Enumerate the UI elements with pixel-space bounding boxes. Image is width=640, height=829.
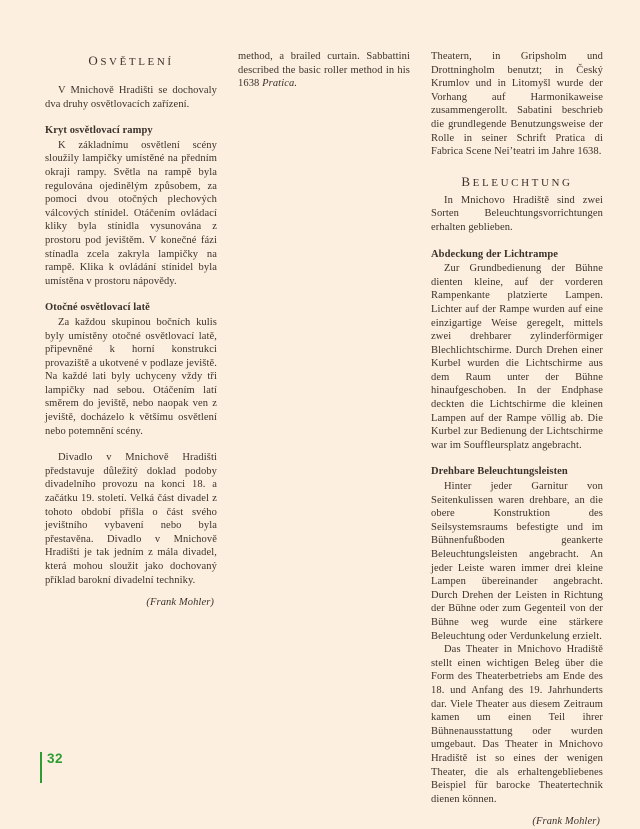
- subheading-otocne-late: Otočné osvětlovací latě: [45, 302, 150, 314]
- paragraph-german-theater: Das Theater in Mnichovo Hradiště stellt einen wichtigen Beleg über die Form des Theaterbetriebs am Ende des 18. und Anfang des 19. Jahrhunderts dar. Viele Theater aus diesem Zeitraum kamen um einen Teil ihrer Bühnenausstattung oder wurden umgebaut. Das Theater in Mnichovo Hradiště ist so eines der wenigen Theater, die als erhaltengebliebenes Beispiel für barocke Theatertechnik dienen können.: [431, 644, 603, 805]
- paragraph-german-vorhang: Theatern, in Gripsholm und Drottningholm benutzt; in Český Krumlov und in Litomyšl wurde der Vorhang auf Harmonikaweise zusammengerollt. Sabatini beschrieb die grundlegende Benutzungsweise der Rolle in seiner Schrift Pratica di Fabrica Scene Nei’teatri im Jahre 1638.: [431, 51, 603, 158]
- column-german: [431, 50, 603, 829]
- page-number-bar: [40, 752, 42, 783]
- section-heading-osvetleni: OSVĚTLENÍ: [88, 53, 174, 68]
- paragraph-german-lichtrampe: Zur Grundbedienung der Bühne dienten kleine, auf der vorderen Rampenkante platzierte Lampen. Lichter auf der Rampe wurden auf eine einzigartige Weise geregelt, mittels zwei drehbarer zylinderförmiger Blechlichtschirme. Durch Drehen einer Kurbel wurden die Lichtschirme aus dem Raum unter der Bühne hinaufgeschoben. In der Endphase deckten die Lichtschirme die kleinen Lampen auf der Rampe völlig ab. Die Kurbel zur Bedienung der Lichtschirme war im Souffleursplatz angebracht.: [431, 263, 603, 451]
- paragraph-english-text: method, a brailed curtain. Sabbattini described the basic roller method in his 1638: [238, 51, 410, 90]
- attribution-czech: (Frank Mohler): [146, 597, 214, 609]
- subheading-beleuchtungsleisten: Drehbare Beleuchtungsleisten: [431, 466, 568, 478]
- page-number: 32: [47, 751, 64, 766]
- paragraph-czech-intro: V Mnichově Hradišti se dochovaly dva druhy osvětlovacích zařízení.: [45, 85, 217, 110]
- paragraph-german-leisten: Hinter jeder Garnitur von Seitenkulissen waren drehbare, an die obere Konstruktion des Seilsystemsraums befestigte und im Bühnenfußboden geankerte Beleuchtungsleisten angebracht. An jeder Leiste waren immer drei kleine Lampen übereinander angebracht. Durch Drehen der Leisten in Richtung der Bühne oder zum Gegenteil von der Bühne weg wurde eine stärkere Beleuchtung oder Verdunkelung erzielt.: [431, 481, 603, 642]
- column-czech: [45, 50, 217, 829]
- subheading-kryt-rampy: Kryt osvětlovací rampy: [45, 125, 153, 137]
- text-columns: [45, 50, 603, 829]
- paragraph-english-title-italic: Pratica.: [262, 78, 298, 90]
- section-heading-beleuchtung: BELEUCHTUNG: [461, 173, 573, 189]
- column-english: [238, 50, 410, 829]
- attribution-german: (Frank Mohler): [532, 816, 600, 828]
- paragraph-german-intro: In Mnichovo Hradiště sind zwei Sorten Beleuchtungsvorrichtungen erhalten geblieben.: [431, 194, 603, 233]
- subheading-lichtrampe: Abdeckung der Lichtrampe: [431, 248, 559, 260]
- paragraph-english-curtain: [238, 50, 410, 91]
- paragraph-czech-divadlo: Divadlo v Mnichově Hradišti představuje důležitý doklad podoby divadelního provozu na konci 18. a začátku 19. století. Velká část divadel z tohoto období přišla o část svého jevištního vybavení nebo byla přestavěna. Divadlo v Mnichově Hradišti je tak jedním z mála divadel, která mohou sloužit jako dochovaný příklad barokní divadelní techniky.: [45, 452, 217, 586]
- paragraph-czech-rampa: K základnímu osvětlení scény sloužily lampičky umístěné na předním okraji rampy. Světla na rampě byla regulována ojedinělým způsobem, za pomoci dvou otočných plechových válcových stínidel. Otáčením ovládací kliky byla stínidla vysunována z prostoru pod jevištěm. V konečné fázi stínadla zcela zakryla lampičky na rampě. Klika k ovládání stínidel byla umístěna v prostoru nápovědy.: [45, 139, 217, 287]
- paragraph-czech-late: Za každou skupinou bočních kulis byly umístěny otočné osvětlovací latě, připevněné k horní konstrukci provaziště a ukotvené v podlaze jeviště. Na každé lati byly uchyceny vždy tři lampičky nad sebou. Otáčením latí směrem do jeviště, nebo naopak ven z jeviště, docházelo k většímu osvětlení nebo potemnění scény.: [45, 316, 217, 437]
